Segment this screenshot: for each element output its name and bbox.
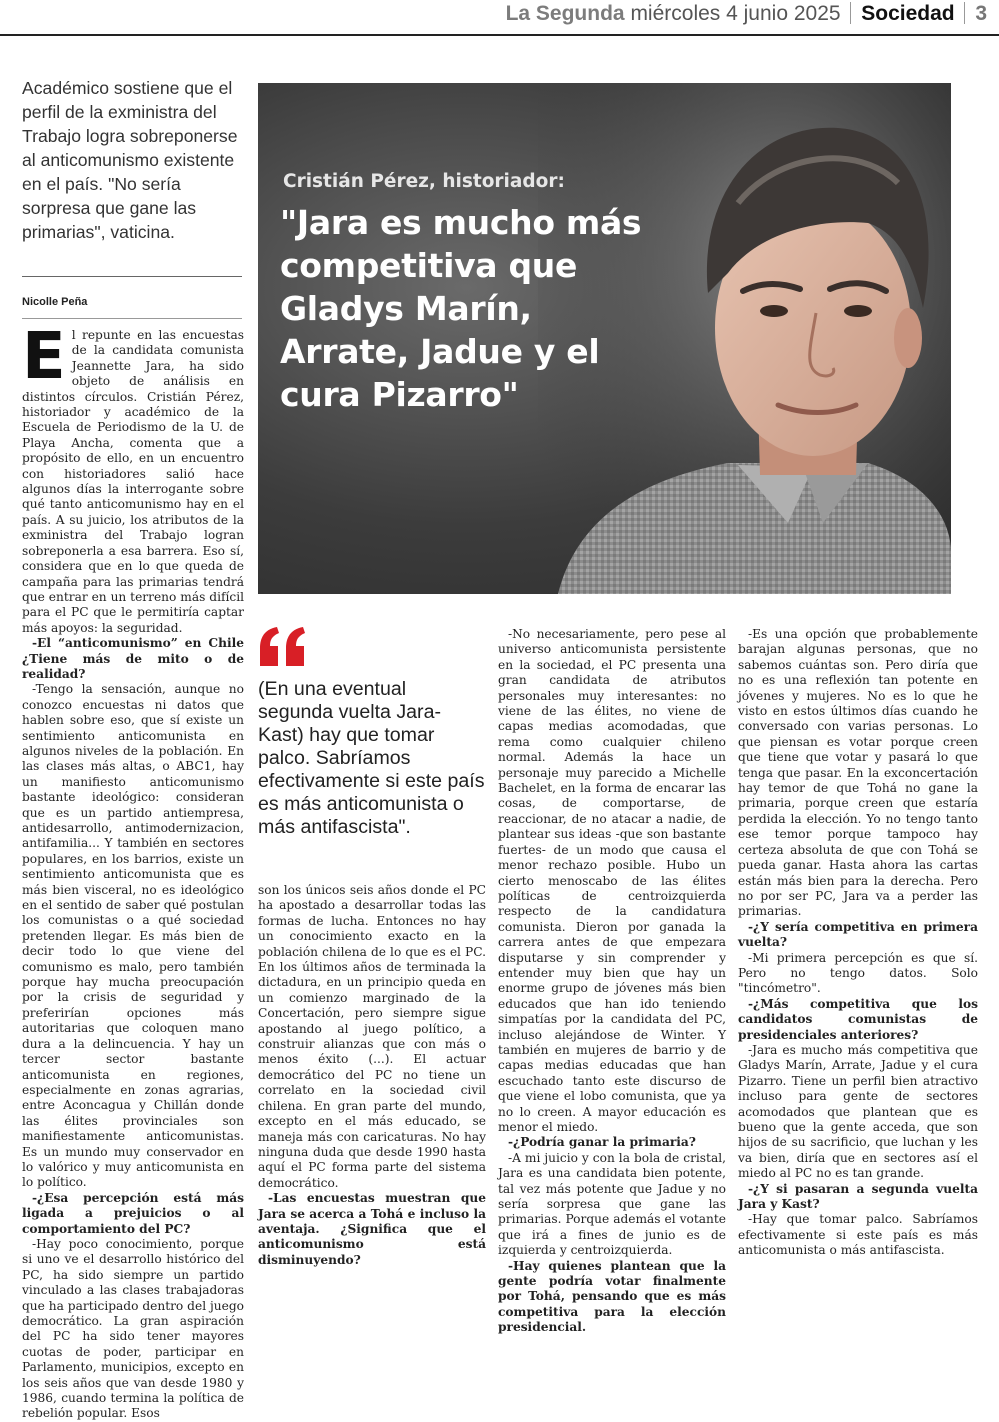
answer: -Hay poco conocimiento, porque si uno ve el desarrollo histórico del PC, ha sido siempre un partido vinculado a las clases trabajadoras que ha participado dentro del juego democrático. La gran aspiración del PC ha sido tener mayores cuotas de poder, participar en Parlamento, municipios, excepto en los seis años que van desde 1980 y 1986, cuando termina la política de rebelión popular. Esos: [22, 1236, 244, 1421]
quote-icon: [258, 626, 308, 668]
drop-cap: E: [22, 320, 66, 394]
answer-continued: son los únicos seis años donde el PC ha apostado a desarrollar todas las formas de lucha. Entonces no hay un conocimiento exacto en la población chilena de lo que es el PC. En los últimos años de terminada la dictadura, en un principio queda en un comienzo marginado de la Concertación, pero siempre sigue apostando al juego político, a construir alianzas que con más o menos éxito (...). El actuar democrático del PC no tiene un correlato en la sociedad civil chilena. En gran parte del mundo, excepto en el más educado, se maneja más con caricaturas. No hay ninguna duda que desde 1990 hasta aquí el PC forma parte del sistema democrático.: [258, 883, 486, 1190]
answer: -Jara es mucho más competitiva que Gladys Marín, Arrate, Jadue y el cura Pizarro. Tiene un perfil bien atractivo incluso para gente de sectores acomodados que plantean que es bueno que la gente acceda, que son hijos de su sacrificio, que luchan y les va bien, diría que en sectores así el miedo al PC no es tan grande.: [738, 1042, 978, 1181]
page-header: [0, 0, 999, 36]
section-name: Sociedad: [861, 2, 955, 25]
header-row: [506, 2, 987, 26]
answer: -No necesariamente, pero pese al universo anticomunista persistente en la sociedad, el PC presenta una gran candidata de atributos personales muy interesantes: no viene de las élites, no viene de capas medias acomodadas, que rema como cualquier chileno normal. Además la hace un personaje muy parecido a Michelle Bachelet, en la forma de encarar las cosas, de comportarse, de reaccionar, de no atacar a nadie, de plantear sus ideas -que son bastante fuertes- de un modo que causa el menor rechazo posible. Hubo un cierto menoscabo de las élites políticas de centroizquierda respecto de la candidatura comunista. Dieron por ganada la carrera antes de que empezara disputarse y sin comprender y entender muy bien que hay un enorme grupo de jóvenes más bien educados que han ido teniendo simpatías por la candidata del PC, incluso alejándose de Winter. Y también en mujeres de barrio y de capas medias educadas que han escuchado tanto este discurso de que viene el lobo comunista, que ya no lo creen. A mayor educación es menor el miedo.: [498, 627, 726, 1134]
byline: Nicolle Peña: [22, 296, 88, 308]
headline-kicker: Cristián Pérez, historiador:: [283, 171, 565, 192]
question: -El “anticomunismo” en Chile ¿Tiene más de mito o de realidad?: [22, 636, 244, 681]
answer: -Hay que tomar palco. Sabríamos efectivamente si este país es más anticomunista o más antifascista.: [738, 1212, 978, 1258]
article-column-4: [738, 627, 978, 1258]
question: -¿Y sería competitiva en primera vuelta?: [738, 919, 978, 950]
article-column-1: [22, 320, 244, 1421]
hero-photo: [258, 83, 951, 594]
answer: -A mi juicio y con la bola de cristal, Jara es una candidata bien potente, tal vez más potente que Jadue y no sería sorpresa que gane las primarias. Porque además el votante que irá a fines de junio es de izquierda y centroizquierda.: [498, 1150, 726, 1258]
page-number: 3: [975, 2, 987, 25]
question: -¿Y si pasaran a segunda vuelta Jara y Kast?: [738, 1181, 978, 1212]
article-column-2: [258, 883, 486, 1267]
divider: [22, 318, 242, 319]
divider: [22, 276, 242, 277]
question: -¿Esa percepción está más ligada a prejuicios o al comportamiento del PC?: [22, 1190, 244, 1236]
answer: -Mi primera percepción es que sí. Pero no tengo datos. Solo "tincómetro".: [738, 950, 978, 996]
question: -Hay quienes plantean que la gente podría votar finalmente por Tohá, pensando que es más competitiva para la elección presidencial.: [498, 1258, 726, 1335]
publication-date: miércoles 4 junio 2025: [630, 2, 841, 25]
article-column-3: [498, 627, 726, 1335]
header-divider: [964, 2, 965, 24]
article-lead: Académico sostiene que el perfil de la exministra del Trabajo logra sobreponerse al anticomunismo existente en el país. "No sería sorpresa que gane las primarias", vaticina.: [22, 78, 238, 242]
pull-quote: (En una eventual segunda vuelta Jara-Kast) hay que tomar palco. Sabríamos efectivamente si este país es más anticomunista o más antifascista".: [258, 678, 485, 838]
header-divider: [850, 2, 851, 24]
intro-text: l repunte en las encuestas de la candidata comunista Jeannette Jara, ha sido objeto de análisis en distintos círculos. Cristián Pérez, historiador y académico de la Escuela de Periodismo de la U. de Playa Ancha, comenta que a propósito de ello, en un encuentro con historiadores salió hace algunos días la interrogante sobre qué tanto anticomunismo hay en el país. A su juicio, los atributos de la exministra del Trabajo logran sobreponerla a esa barrera. Eso sí, considera que en lo que queda de campaña para las primarias tendrá que entrar en un terreno más difícil para el PC que le permitiría captar más apoyos: la seguridad.: [22, 328, 244, 635]
question: -Las encuestas muestran que Jara se acerca a Tohá e incluso la aventaja. ¿Significa que el anticomunismo está disminuyendo?: [258, 1191, 486, 1267]
answer: -Es una opción que probablemente barajan algunas personas, que no sabemos cuántas son. Pero diría que no es una reflexión tan potente en jóvenes y mujeres. No es lo que he visto en estos últimos días cuando he conversado con varias personas. Lo que piensan es votar porque creen que tiene que votar y pasará lo que tenga que pasar. En la exconcertación hay temor de que Tohá no gane la primaria, porque creen que estaría perdida la elección. Yo no tengo tanto ese temor porque tampoco hay certeza absoluta de que con Tohá se pueda ganar. Hasta ahora las cartas están más bien para la derecha. Pero no por ser PC, Jara va a perder las primarias.: [738, 627, 978, 919]
answer: -Tengo la sensación, aunque no conozco encuestas ni datos que hablen sobre eso, que sí existe un sentimiento anticomunista en algunos niveles de la población. En las clases más altas, o ABC1, hay un manifiesto anticomunismo bastante ideológico: consideran que es un partido antiempresa, antidesarrollo, antimodernizacion, antifamilia... Y también en sectores populares, en los barrios, existe un sentimiento anticomunista que es más bien visceral, no es ideológico en el sentido de saber qué postulan los comunistas o a qué sociedad pretenden llegar. Es más bien de decir todo lo que viene del comunismo es malo, pero también porque hay mucha preocupación por la crisis de seguridad y preferirían opciones más autoritarias que coloquen mano dura a la delincuencia. Y hay un tercer sector bastante anticomunista en regiones, especialmente en zonas agrarias, entre Aconcagua y Chillán donde las élites provinciales son manifiestamente anticomunistas. Es un mundo muy conservador en lo valórico y muy anticomunista en lo político.: [22, 682, 244, 1190]
question: -¿Podría ganar la primaria?: [508, 1135, 696, 1150]
question: -¿Más competitiva que los candidatos comunistas de presidenciales anteriores?: [738, 996, 978, 1042]
publication-name: La Segunda: [505, 2, 625, 25]
intro-paragraph: [22, 320, 244, 636]
headline: "Jara es mucho más competitiva que Gladys Marín, Arrate, Jadue y el cura Pizarro": [280, 203, 642, 414]
